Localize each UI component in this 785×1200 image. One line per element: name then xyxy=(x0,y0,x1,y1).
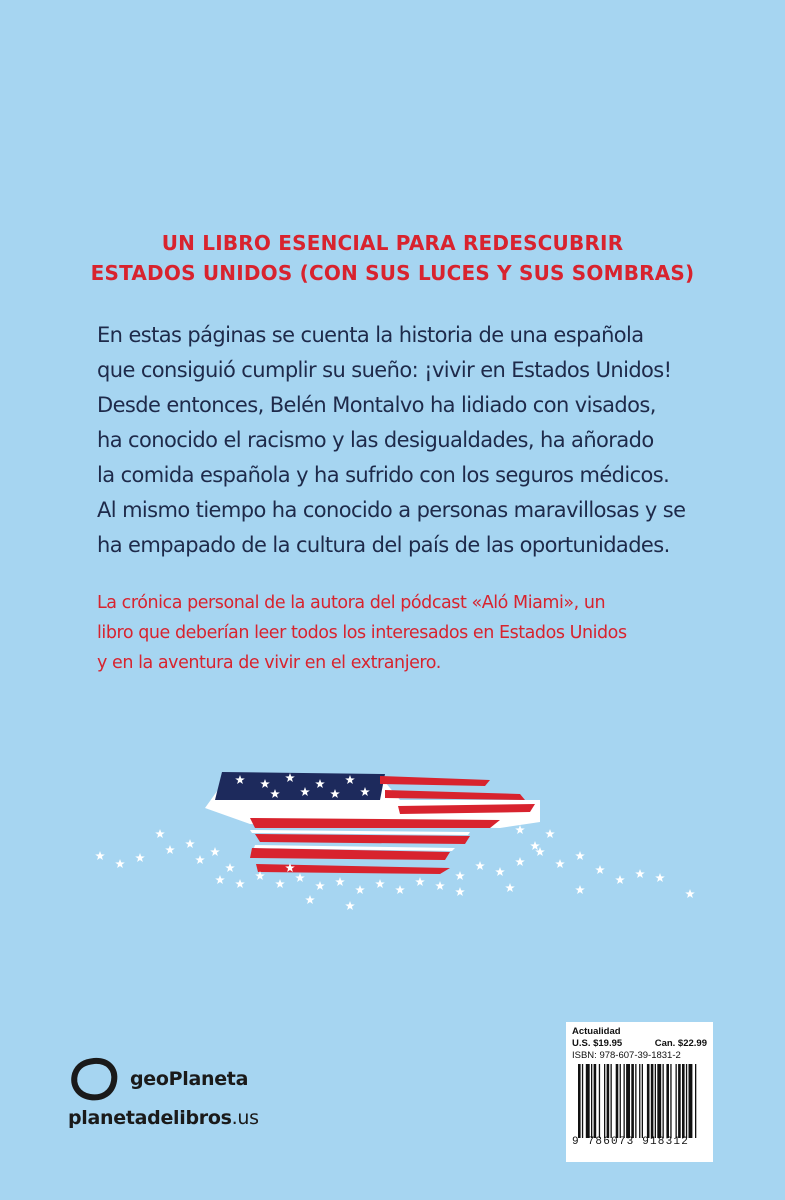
barcode-bar xyxy=(599,1064,600,1138)
price-us: U.S. $19.95 xyxy=(572,1038,623,1049)
barcode-bar xyxy=(682,1064,685,1138)
barcode-bar xyxy=(582,1064,583,1138)
barcode-bar xyxy=(642,1064,643,1138)
melting-us-flag-illustration xyxy=(80,760,720,940)
barcode-bar xyxy=(607,1064,610,1138)
barcode-bar xyxy=(635,1064,636,1138)
synopsis xyxy=(97,318,717,563)
barcode-bar xyxy=(666,1064,669,1138)
synopsis-line: ha conocido el racismo y las desigualdades, ha añorado xyxy=(97,428,654,452)
tagline-line: libro que deberían leer todos los interesados en Estados Unidos xyxy=(97,623,627,643)
barcode-bar xyxy=(678,1064,681,1138)
tagline-line: La crónica personal de la autora del pódcast «Aló Miami», un xyxy=(97,593,606,613)
barcode-bar xyxy=(695,1064,696,1138)
barcode-bar xyxy=(578,1064,581,1138)
publisher-website xyxy=(68,1107,259,1129)
tagline-line: y en la aventura de vivir en el extranjero. xyxy=(97,653,441,673)
barcode-bar xyxy=(586,1064,590,1138)
barcode-label xyxy=(566,1022,713,1162)
barcode-bar xyxy=(604,1064,605,1138)
barcode-bar xyxy=(676,1064,677,1138)
barcode-isbn: ISBN: 978-607-39-1831-2 xyxy=(572,1050,681,1061)
barcode-bar xyxy=(655,1064,656,1138)
synopsis-line: la comida española y ha sufrido con los seguros médicos. xyxy=(97,463,670,487)
barcode-bar xyxy=(626,1064,630,1138)
barcode-bar xyxy=(594,1064,597,1138)
barcode-bar xyxy=(670,1064,671,1138)
barcode-bar xyxy=(620,1064,621,1138)
tagline xyxy=(97,588,717,678)
barcode-bars xyxy=(572,1064,707,1138)
website-tld: .us xyxy=(231,1107,259,1129)
barcode-bar xyxy=(639,1064,640,1138)
publisher-logo xyxy=(68,1055,248,1103)
barcode-bar xyxy=(616,1064,619,1138)
headline-line-2: ESTADOS UNIDOS (CON SUS LUCES Y SUS SOMBRAS) xyxy=(90,261,695,285)
website-domain: planetadelibros xyxy=(68,1107,232,1129)
barcode-digits: 9 786073 918312 xyxy=(572,1136,690,1148)
publisher-name: geoPlaneta xyxy=(130,1068,249,1090)
barcode-bar xyxy=(689,1064,693,1138)
barcode-bar xyxy=(663,1064,664,1138)
synopsis-line: que consiguió cumplir su sueño: ¡vivir en Estados Unidos! xyxy=(97,358,672,382)
barcode-prices xyxy=(572,1038,707,1050)
barcode-bar xyxy=(647,1064,650,1138)
barcode-category: Actualidad xyxy=(572,1026,621,1037)
barcode-bar xyxy=(591,1064,592,1138)
synopsis-line: Desde entonces, Belén Montalvo ha lidiado con visados, xyxy=(97,393,656,417)
barcode-bar xyxy=(651,1064,654,1138)
barcode-bar xyxy=(611,1064,612,1138)
geoplaneta-ring-icon xyxy=(68,1055,120,1103)
barcode-bar xyxy=(624,1064,625,1138)
price-can: Can. $22.99 xyxy=(654,1038,707,1049)
barcode-bar xyxy=(686,1064,687,1138)
headline-line-1: UN LIBRO ESENCIAL PARA REDESCUBRIR xyxy=(161,231,624,255)
synopsis-line: ha empapado de la cultura del país de las oportunidades. xyxy=(97,533,670,557)
headline xyxy=(0,228,785,288)
barcode-bar xyxy=(631,1064,634,1138)
synopsis-line: En estas páginas se cuenta la historia de una española xyxy=(97,323,644,347)
synopsis-line: Al mismo tiempo ha conocido a personas maravillosas y se xyxy=(97,498,686,522)
barcode-bar xyxy=(657,1064,661,1138)
